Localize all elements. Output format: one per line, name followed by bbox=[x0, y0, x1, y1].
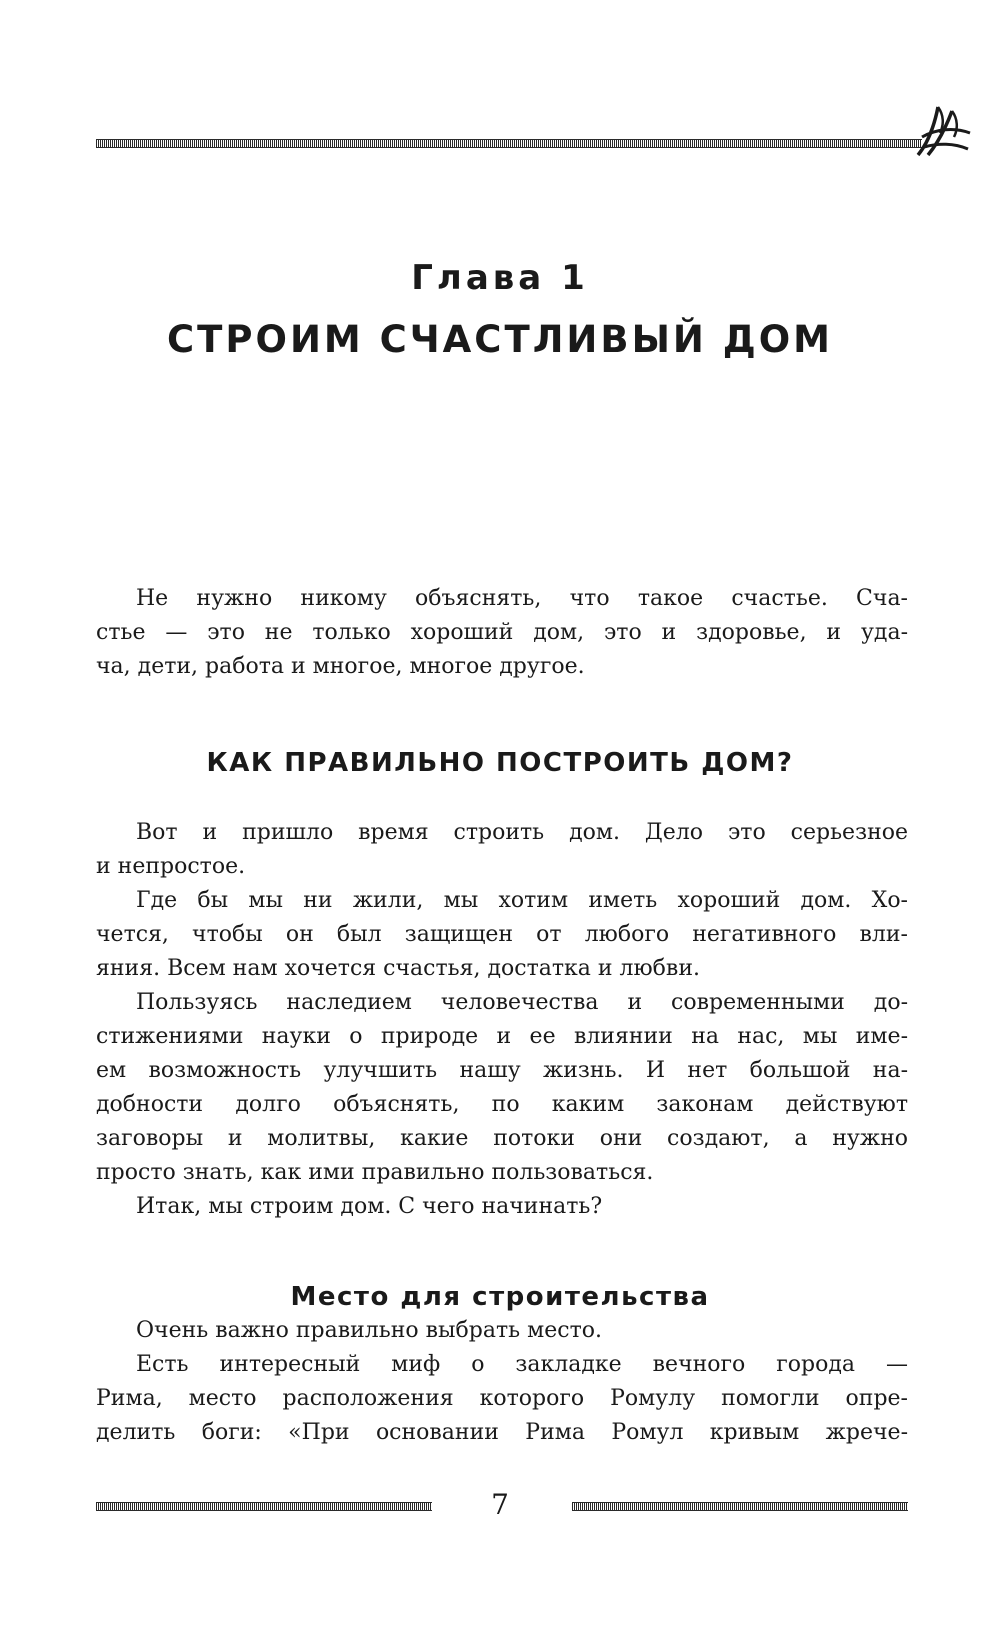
text-line: Вот и пришло время строить дом. Дело это серьезное bbox=[136, 820, 908, 845]
chapter-title: СТРОИМ СЧАСТЛИВЫЙ ДОМ bbox=[166, 318, 834, 361]
text-line: стье — это не только хороший дом, это и здоровье, и уда- bbox=[96, 620, 908, 645]
text-line: просто знать, как ими правильно пользоваться. bbox=[96, 1160, 654, 1185]
footer-rule-right bbox=[572, 1502, 908, 1511]
intro-paragraph bbox=[96, 582, 908, 684]
text-line: чется, чтобы он был защищен от любого негативного вли- bbox=[96, 922, 908, 947]
text-line: делить боги: «При основании Рима Ромул кривым жрече- bbox=[96, 1420, 908, 1445]
top-decorative-rule bbox=[96, 139, 922, 148]
text-line: заговоры и молитвы, какие потоки они создают, а нужно bbox=[96, 1126, 908, 1151]
text-line: Рима, место расположения которого Ромулу помогли опре- bbox=[96, 1386, 908, 1411]
text-line: яния. Всем нам хочется счастья, достатка и любви. bbox=[96, 956, 700, 981]
text-line: добности долго объяснять, по каким законам действуют bbox=[96, 1092, 908, 1117]
text-line: ча, дети, работа и многое, многое другое. bbox=[96, 654, 585, 679]
text-line: Итак, мы строим дом. С чего начинать? bbox=[136, 1194, 603, 1219]
text-line: Есть интересный миф о закладке вечного города — bbox=[136, 1352, 908, 1377]
text-line: Очень важно правильно выбрать место. bbox=[136, 1318, 602, 1343]
text-line: ем возможность улучшить нашу жизнь. И нет большой на- bbox=[96, 1058, 908, 1083]
section-body-building-site bbox=[96, 1314, 908, 1450]
section-body-build-house bbox=[96, 816, 908, 1224]
footer-rule-left bbox=[96, 1502, 432, 1511]
text-line: Где бы мы ни жили, мы хотим иметь хороший дом. Хо- bbox=[136, 888, 908, 913]
section-heading-build-house: КАК ПРАВИЛЬНО ПОСТРОИТЬ ДОМ? bbox=[206, 748, 794, 778]
text-line: стижениями науки о природе и ее влиянии на нас, мы име- bbox=[96, 1024, 908, 1049]
text-line: и непростое. bbox=[96, 854, 246, 879]
chapter-label: Глава 1 bbox=[411, 258, 589, 298]
leaf-ornament-icon bbox=[914, 103, 974, 159]
page-number: 7 bbox=[491, 1488, 509, 1521]
text-line: Не нужно никому объяснять, что такое счастье. Сча- bbox=[136, 586, 908, 611]
section-heading-building-site: Место для строительства bbox=[290, 1282, 710, 1312]
text-line: Пользуясь наследием человечества и современными до- bbox=[136, 990, 908, 1015]
